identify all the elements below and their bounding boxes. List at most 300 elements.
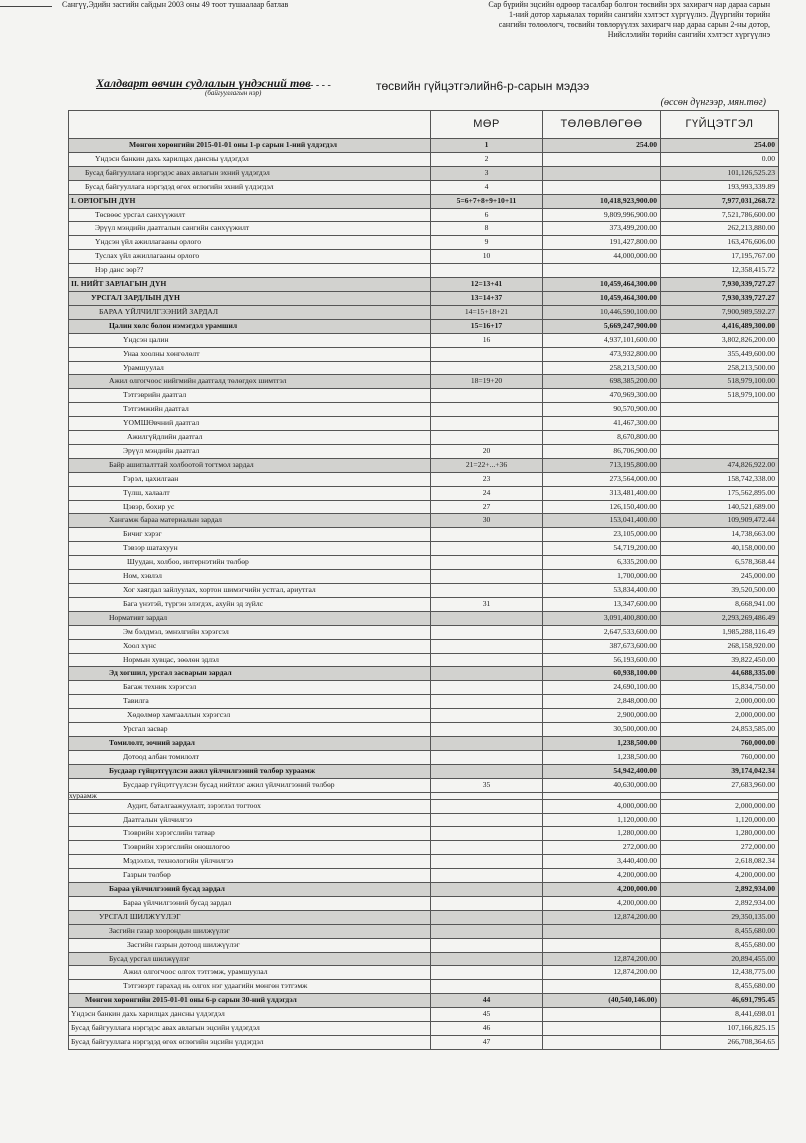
row-number: [431, 750, 543, 764]
plan-value: 191,427,800.00: [543, 236, 661, 250]
actual-value: 12,438,775.00: [661, 966, 779, 980]
row-number: 30: [431, 514, 543, 528]
top-rule: [0, 6, 52, 7]
table-row: [69, 514, 779, 528]
actual-value: 6,578,368.44: [661, 556, 779, 570]
column-header-row-no: МӨР: [431, 111, 543, 139]
row-label: Томилолт, зочний зардал: [69, 736, 431, 750]
row-number: [431, 417, 543, 431]
plan-value: 6,335,200.00: [543, 556, 661, 570]
table-row: [69, 994, 779, 1008]
column-header-actual: ГҮЙЦЭТГЭЛ: [661, 111, 779, 139]
row-label: БАРАА ҮЙЛЧИЛГЭЭНИЙ ЗАРДАЛ: [69, 305, 431, 319]
actual-value: 268,158,920.00: [661, 639, 779, 653]
plan-value: [543, 924, 661, 938]
actual-value: 760,000.00: [661, 750, 779, 764]
row-label: Бараа үйлчилгээний бусад зардал: [69, 896, 431, 910]
table-row: [69, 1036, 779, 1050]
actual-value: [661, 403, 779, 417]
actual-value: 20,894,455.00: [661, 952, 779, 966]
plan-value: 3,440,400.00: [543, 855, 661, 869]
actual-value: 2,293,269,486.49: [661, 611, 779, 625]
row-number: [431, 681, 543, 695]
table-row: [69, 166, 779, 180]
row-label: Мөнгөн хөрөнгийн 2015-01-01 оны 6-р сарын 30-ний үлдэгдэл: [69, 994, 431, 1008]
plan-value: 3,091,400,800.00: [543, 611, 661, 625]
row-number: [431, 347, 543, 361]
plan-value: 56,193,600.00: [543, 653, 661, 667]
row-number: [431, 896, 543, 910]
row-number: [431, 611, 543, 625]
actual-value: 272,000.00: [661, 841, 779, 855]
actual-value: 29,350,135.00: [661, 910, 779, 924]
table-row: [69, 938, 779, 952]
unit-note: (өссөн дүнгээр, мян.төг): [660, 97, 766, 108]
row-label: Ажилгүйдлийн даатгал: [69, 431, 431, 445]
table-row: [69, 764, 779, 778]
table-row: [69, 250, 779, 264]
row-number: [431, 389, 543, 403]
plan-value: [543, 980, 661, 994]
row-number: [431, 709, 543, 723]
plan-value: 10,418,923,900.00: [543, 194, 661, 208]
actual-value: 0.00: [661, 152, 779, 166]
row-label: Эрүүл мэндийн даатгал: [69, 444, 431, 458]
row-label: УРСГАЛ ШИЛЖҮҮЛЭГ: [69, 910, 431, 924]
row-number: 31: [431, 597, 543, 611]
actual-value: 163,476,606.00: [661, 236, 779, 250]
row-label: Тэтгэвэрт гарахад нь олгох нэг удаагийн мөнгөн тэтгэмж: [69, 980, 431, 994]
row-label: Шуудан, холбоо, интернэтийн төлбөр: [69, 556, 431, 570]
row-number: [431, 883, 543, 897]
table-row: [69, 681, 779, 695]
row-label: ҮОМШӨвчний даатгал: [69, 417, 431, 431]
row-label: Аудит, баталгаажуулалт, зэрэглэл тогтоох: [69, 799, 431, 813]
plan-value: 86,706,900.00: [543, 444, 661, 458]
plan-value: 53,834,400.00: [543, 584, 661, 598]
actual-value: 4,200,000.00: [661, 869, 779, 883]
plan-value: [543, 1036, 661, 1050]
row-number: 9: [431, 236, 543, 250]
row-number: [431, 952, 543, 966]
plan-value: 473,932,800.00: [543, 347, 661, 361]
table-row: [69, 799, 779, 813]
row-number: [431, 938, 543, 952]
row-label: Бусад байгууллага нэргэдэс авах авлагын эцсийн үлдэгдэл: [69, 1022, 431, 1036]
row-number: 10: [431, 250, 543, 264]
row-number: 6: [431, 208, 543, 222]
row-number: 47: [431, 1036, 543, 1050]
row-number: 3: [431, 166, 543, 180]
table-row: [69, 611, 779, 625]
plan-value: 40,630,000.00: [543, 778, 661, 792]
table-row: [69, 194, 779, 208]
table-row: [69, 792, 779, 799]
row-number: 2: [431, 152, 543, 166]
plan-value: 10,459,464,300.00: [543, 291, 661, 305]
row-number: [431, 542, 543, 556]
table-row: [69, 570, 779, 584]
plan-value: 1,238,500.00: [543, 736, 661, 750]
actual-value: 2,000,000.00: [661, 695, 779, 709]
plan-value: 10,446,590,100.00: [543, 305, 661, 319]
actual-value: 17,195,767.00: [661, 250, 779, 264]
row-number: [431, 855, 543, 869]
row-label: Нормын хувцас, зөөлөн эдлэл: [69, 653, 431, 667]
row-label: Бусад байгууллага нэргэдэд өгөх өглөгийн эцсийн үлдэгдэл: [69, 1036, 431, 1050]
plan-value: 1,280,000.00: [543, 827, 661, 841]
table-row: [69, 556, 779, 570]
row-label: Хоол хүнс: [69, 639, 431, 653]
actual-value: 245,000.00: [661, 570, 779, 584]
row-number: [431, 264, 543, 278]
table-row: [69, 180, 779, 194]
actual-value: 40,158,000.00: [661, 542, 779, 556]
actual-value: 101,126,525.23: [661, 166, 779, 180]
table-row: [69, 361, 779, 375]
actual-value: 12,358,415.72: [661, 264, 779, 278]
actual-value: [661, 417, 779, 431]
row-label: Цэвэр, бохир ус: [69, 500, 431, 514]
row-label: Эм бэлдмэл, эмнэлгийн хэрэгсэл: [69, 625, 431, 639]
plan-value: 698,385,200.00: [543, 375, 661, 389]
table-row: [69, 695, 779, 709]
row-label: Мөнгөн хөрөнгийн 2015-01-01 оны 1-р сарын 1-ний үлдэгдэл: [69, 139, 431, 153]
row-label: Төсвөөс урсгал санхүүжилт: [69, 208, 431, 222]
plan-value: 12,874,200.00: [543, 910, 661, 924]
row-label: Эд хогшил, урсгал засварын зардал: [69, 667, 431, 681]
row-number: [431, 431, 543, 445]
actual-value: 39,174,042.34: [661, 764, 779, 778]
plan-value: 24,690,100.00: [543, 681, 661, 695]
row-label: Тээврийн хэрэгслийн татвар: [69, 827, 431, 841]
row-number: [431, 764, 543, 778]
plan-value: 41,467,300.00: [543, 417, 661, 431]
table-row: [69, 639, 779, 653]
row-label: Үндсэн цалин: [69, 333, 431, 347]
column-header-plan: ТӨЛӨВЛӨГӨӨ: [543, 111, 661, 139]
table-row: [69, 883, 779, 897]
plan-value: 12,874,200.00: [543, 952, 661, 966]
table-row: [69, 778, 779, 792]
row-number: [431, 841, 543, 855]
plan-value: 5,669,247,900.00: [543, 319, 661, 333]
plan-value: (40,540,146.00): [543, 994, 661, 1008]
table-row: [69, 389, 779, 403]
row-label: Засгийн газрын дотоод шилжүүлэг: [69, 938, 431, 952]
actual-value: 8,455,680.00: [661, 924, 779, 938]
row-label: Түлш, халаалт: [69, 486, 431, 500]
table-row: [69, 486, 779, 500]
row-number: 35: [431, 778, 543, 792]
table-row: [69, 152, 779, 166]
table-row: [69, 458, 779, 472]
row-number: [431, 980, 543, 994]
row-label: Нормативт зардал: [69, 611, 431, 625]
actual-value: 175,562,895.00: [661, 486, 779, 500]
plan-value: 2,848,000.00: [543, 695, 661, 709]
actual-value: 8,441,698.01: [661, 1008, 779, 1022]
plan-value: 2,900,000.00: [543, 709, 661, 723]
table-row: [69, 278, 779, 292]
row-number: 46: [431, 1022, 543, 1036]
actual-value: 8,668,941.00: [661, 597, 779, 611]
row-label: Хог хаягдал зайлуулах, хортон шимэгчийн устгал, ариутгал: [69, 584, 431, 598]
plan-value: 90,570,900.00: [543, 403, 661, 417]
row-label: Тавилга: [69, 695, 431, 709]
actual-value: 254.00: [661, 139, 779, 153]
row-number: 18=19+20: [431, 375, 543, 389]
table-row: [69, 305, 779, 319]
row-number: 23: [431, 472, 543, 486]
row-number: [431, 625, 543, 639]
actual-value: 1,120,000.00: [661, 813, 779, 827]
row-number: 14=15+18+21: [431, 305, 543, 319]
table-row: [69, 222, 779, 236]
table-row: [69, 827, 779, 841]
budget-table: [68, 110, 779, 1050]
row-number: [431, 736, 543, 750]
row-label: Урамшуулал: [69, 361, 431, 375]
table-row: [69, 528, 779, 542]
plan-value: 470,969,300.00: [543, 389, 661, 403]
plan-value: [543, 180, 661, 194]
table-row: [69, 924, 779, 938]
actual-value: 7,930,339,727.27: [661, 291, 779, 305]
table-row: [69, 236, 779, 250]
row-number: 44: [431, 994, 543, 1008]
actual-value: 109,909,472.44: [661, 514, 779, 528]
table-row: [69, 597, 779, 611]
table-row: [69, 980, 779, 994]
plan-value: 2,647,533,600.00: [543, 625, 661, 639]
table-row: [69, 319, 779, 333]
organization-name: Халдварт өвчин судлалын үндэсний төв: [96, 76, 311, 90]
actual-value: 107,166,825.15: [661, 1022, 779, 1036]
table-row: [69, 813, 779, 827]
plan-value: 60,938,100.00: [543, 667, 661, 681]
submission-note-line: 1-ний дотор харьяалах төрийн сангийн хэлтэст хүргүүлнэ. Дүүргийн төрийн: [508, 10, 770, 19]
table-row: [69, 208, 779, 222]
table-row: [69, 347, 779, 361]
row-number: 12=13+41: [431, 278, 543, 292]
row-label: Бусад байгууллага нэргэдэд өгөх өглөгийн эхний үлдэгдэл: [69, 180, 431, 194]
submission-note-line: сангийн төлөөлөгч, төсвийн төвлөрүүлэх захирагч нар дараа сарын 2-ны дотор,: [498, 20, 770, 29]
row-label: Гэрэл, цахилгаан: [69, 472, 431, 486]
table-row: [69, 500, 779, 514]
actual-value: 266,708,364.65: [661, 1036, 779, 1050]
row-number: [431, 570, 543, 584]
plan-value: [543, 938, 661, 952]
row-number: 20: [431, 444, 543, 458]
plan-value: [543, 152, 661, 166]
actual-value: 2,892,934.00: [661, 883, 779, 897]
plan-value: [543, 792, 661, 799]
row-label: Дотоод албан томилолт: [69, 750, 431, 764]
row-label: Бусдаар гүйцэтгүүлсэн ажил үйлчилгээний төлбөр хураамж: [69, 764, 431, 778]
table-row: [69, 542, 779, 556]
plan-value: 9,809,996,900.00: [543, 208, 661, 222]
table-row: [69, 966, 779, 980]
row-label: Мэдээлэл, технологийн үйлчилгээ: [69, 855, 431, 869]
table-row: [69, 403, 779, 417]
table-row: [69, 952, 779, 966]
row-number: [431, 813, 543, 827]
table-row: [69, 896, 779, 910]
row-label: Бусад байгууллага нэргэдэс авах авлагын эхний үлдэгдэл: [69, 166, 431, 180]
table-row: [69, 417, 779, 431]
row-number: [431, 910, 543, 924]
plan-value: 4,200,000.00: [543, 883, 661, 897]
plan-value: 8,670,800.00: [543, 431, 661, 445]
plan-value: 30,500,000.00: [543, 723, 661, 737]
row-number: 1: [431, 139, 543, 153]
table-row: [69, 653, 779, 667]
plan-value: 126,150,400.00: [543, 500, 661, 514]
actual-value: 3,802,826,200.00: [661, 333, 779, 347]
row-number: [431, 653, 543, 667]
organization-caption: (байгууллагын нэр): [205, 89, 262, 97]
row-number: [431, 966, 543, 980]
plan-value: 1,238,500.00: [543, 750, 661, 764]
submission-note-line: Нийслэлийн төрийн сангийн хэлтэст хүргүүлнэ: [607, 30, 770, 39]
actual-value: 8,455,680.00: [661, 980, 779, 994]
row-label: Эрүүл мэндийн даатгалын сангийн санхүүжилт: [69, 222, 431, 236]
actual-value: 1,985,288,116.49: [661, 625, 779, 639]
actual-value: 27,683,960.00: [661, 778, 779, 792]
actual-value: 518,979,100.00: [661, 375, 779, 389]
table-row: [69, 333, 779, 347]
actual-value: 39,520,500.00: [661, 584, 779, 598]
table-row: [69, 1008, 779, 1022]
table-row: [69, 869, 779, 883]
submission-note: [440, 0, 770, 40]
row-label: Үндсэн үйл ажиллагааны орлого: [69, 236, 431, 250]
actual-value: 7,521,786,600.00: [661, 208, 779, 222]
actual-value: 46,691,795.45: [661, 994, 779, 1008]
plan-value: 273,564,000.00: [543, 472, 661, 486]
row-label: Тээврийн хэрэгслийн оношлогоо: [69, 841, 431, 855]
row-label: Хангамж бараа материалын зардал: [69, 514, 431, 528]
plan-value: 44,000,000.00: [543, 250, 661, 264]
row-label: II. НИЙТ ЗАРЛАГЫН ДҮН: [69, 278, 431, 292]
table-row: [69, 291, 779, 305]
row-number: 45: [431, 1008, 543, 1022]
row-label: Бараа үйлчилгээний бусад зардал: [69, 883, 431, 897]
table-row: [69, 431, 779, 445]
row-number: 27: [431, 500, 543, 514]
row-number: [431, 667, 543, 681]
row-label: Тэтгэврийн даатгал: [69, 389, 431, 403]
plan-value: 4,937,101,600.00: [543, 333, 661, 347]
actual-value: 2,618,082.34: [661, 855, 779, 869]
actual-value: 8,455,680.00: [661, 938, 779, 952]
row-label: Тэвээр шатахуун: [69, 542, 431, 556]
table-row: [69, 667, 779, 681]
row-number: 5=6+7+8+9+10+11: [431, 194, 543, 208]
plan-value: 313,481,400.00: [543, 486, 661, 500]
row-label: Багаж техник хэрэгсэл: [69, 681, 431, 695]
row-label: Ажил олгогчоос олгох тэтгэмж, урамшуулал: [69, 966, 431, 980]
table-row: [69, 723, 779, 737]
row-number: [431, 799, 543, 813]
plan-value: [543, 1008, 661, 1022]
table-row: [69, 264, 779, 278]
row-number: [431, 695, 543, 709]
row-number: [431, 639, 543, 653]
row-number: 21=22+...+36: [431, 458, 543, 472]
row-label: хураамж: [69, 792, 431, 799]
fill-dashes: - - - -: [310, 80, 331, 91]
row-label: Нэр данс зөр??: [69, 264, 431, 278]
row-label: Цалин хөлс болон нэмэгдэл урамшил: [69, 319, 431, 333]
plan-value: 387,673,600.00: [543, 639, 661, 653]
actual-value: 474,826,922.00: [661, 458, 779, 472]
plan-value: 4,200,000.00: [543, 896, 661, 910]
row-label: Бичиг хэрэг: [69, 528, 431, 542]
table-row: [69, 910, 779, 924]
actual-value: 44,688,335.00: [661, 667, 779, 681]
plan-value: 54,942,400.00: [543, 764, 661, 778]
table-row: [69, 584, 779, 598]
row-label: Ном, хэвлэл: [69, 570, 431, 584]
actual-value: 7,930,339,727.27: [661, 278, 779, 292]
table-row: [69, 444, 779, 458]
plan-value: 54,719,200.00: [543, 542, 661, 556]
plan-value: 1,700,000.00: [543, 570, 661, 584]
row-label: Туслах үйл ажиллагааны орлого: [69, 250, 431, 264]
document-title: төсвийн гүйцэтгэлийн6-р-сарын мэдээ: [376, 79, 590, 93]
row-number: [431, 723, 543, 737]
row-label: Унаа хоолны хөнгөлөлт: [69, 347, 431, 361]
actual-value: 262,213,880.00: [661, 222, 779, 236]
row-label: Байр ашиглалттай холбоотой тогтмол зардал: [69, 458, 431, 472]
table-row: [69, 750, 779, 764]
row-label: Үндэсн банкин дахь харилцах дансны үлдэгдэл: [69, 1008, 431, 1022]
actual-value: 2,000,000.00: [661, 799, 779, 813]
actual-value: 158,742,338.00: [661, 472, 779, 486]
actual-value: 258,213,500.00: [661, 361, 779, 375]
table-header-row: [69, 111, 779, 139]
plan-value: 153,041,400.00: [543, 514, 661, 528]
actual-value: 39,822,450.00: [661, 653, 779, 667]
row-label: Бусад урсгал шилжүүлэг: [69, 952, 431, 966]
approval-note: Сангүү,Эдийн засгийн сайдын 2003 оны 49 тоот тушаалаар батлав: [62, 0, 289, 9]
column-header-label: [69, 111, 431, 139]
actual-value: 140,521,689.00: [661, 500, 779, 514]
plan-value: 4,200,000.00: [543, 869, 661, 883]
actual-value: 24,853,585.00: [661, 723, 779, 737]
plan-value: 254.00: [543, 139, 661, 153]
table-body: [69, 139, 779, 1050]
plan-value: 10,459,464,300.00: [543, 278, 661, 292]
row-number: [431, 924, 543, 938]
row-label: Хөдөлмөр хамгааллын хэрэгсэл: [69, 709, 431, 723]
row-number: [431, 584, 543, 598]
plan-value: 713,195,800.00: [543, 458, 661, 472]
row-label: Даатгалын үйлчилгээ: [69, 813, 431, 827]
row-label: Газрын төлбөр: [69, 869, 431, 883]
actual-value: [661, 431, 779, 445]
row-number: [431, 528, 543, 542]
row-number: [431, 827, 543, 841]
row-label: Ажил олгогчоос нийгмийн даатгалд төлөгдөх шимтгэл: [69, 375, 431, 389]
row-number: 15=16+17: [431, 319, 543, 333]
plan-value: 23,105,000.00: [543, 528, 661, 542]
actual-value: 1,280,000.00: [661, 827, 779, 841]
table-row: [69, 709, 779, 723]
actual-value: 4,416,489,300.00: [661, 319, 779, 333]
